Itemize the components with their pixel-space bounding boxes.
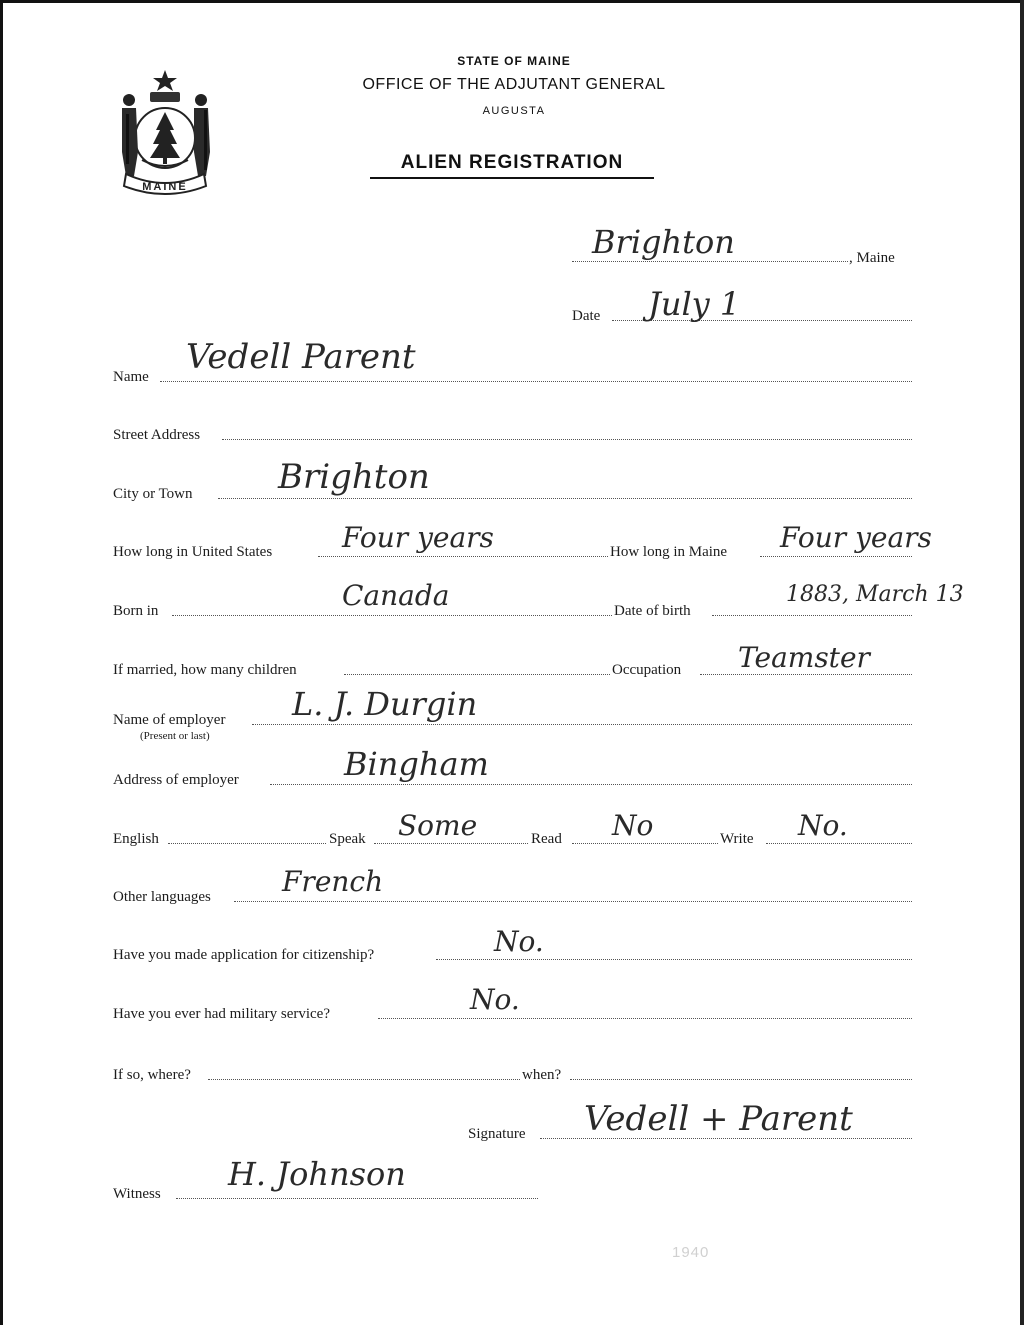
other-lang-line	[234, 901, 912, 902]
received-stamp: 1940	[672, 1244, 710, 1261]
scan-border-top	[0, 0, 1024, 3]
date-entry: July 1	[648, 285, 741, 323]
when-line	[570, 1079, 912, 1080]
citizenship-line	[436, 959, 912, 960]
speak-line	[374, 843, 528, 844]
employer-address-label: Address of employer	[113, 772, 239, 788]
header-city: AUGUSTA	[482, 105, 546, 117]
born-line	[172, 615, 612, 616]
dob-label: Date of birth	[614, 603, 691, 619]
header-state: STATE OF MAINE	[457, 54, 571, 68]
occupation-label: Occupation	[612, 662, 682, 678]
read-entry: No	[612, 809, 654, 842]
street-line	[222, 439, 912, 440]
maine-label: , Maine	[849, 250, 895, 266]
citizenship-label: Have you made application for citizenship?	[113, 947, 375, 963]
name-line	[160, 381, 912, 382]
employer-note: (Present or last)	[140, 730, 210, 742]
employer-line	[252, 724, 912, 725]
speak-entry: Some	[398, 809, 478, 842]
seal-text: MAINE	[142, 181, 188, 193]
town-entry: Brighton	[592, 223, 735, 261]
us-time-entry: Four years	[342, 521, 494, 554]
witness-label: Witness	[113, 1186, 161, 1202]
when-label: when?	[522, 1067, 562, 1083]
employer-address-entry: Bingham	[344, 745, 489, 783]
city-label: City or Town	[113, 486, 193, 502]
witness-entry: H. Johnson	[228, 1155, 406, 1193]
scan-border-right	[1020, 0, 1024, 1325]
date-label: Date	[572, 308, 601, 324]
write-label: Write	[720, 831, 754, 847]
employer-entry: L. J. Durgin	[292, 685, 478, 723]
children-line	[344, 674, 610, 675]
employer-address-line	[270, 784, 912, 785]
town-line	[572, 261, 848, 262]
state-seal-icon	[112, 64, 218, 196]
write-entry: No.	[798, 809, 848, 842]
english-label: English	[113, 831, 159, 847]
occupation-line	[700, 674, 912, 675]
other-lang-label: Other languages	[113, 889, 211, 905]
us-time-label: How long in United States	[113, 544, 273, 560]
occupation-entry: Teamster	[738, 641, 870, 674]
name-entry: Vedell Parent	[186, 337, 416, 377]
scan-border-left	[0, 0, 3, 1325]
born-label: Born in	[113, 603, 159, 619]
employer-label: Name of employer	[113, 712, 226, 728]
speak-label: Speak	[329, 831, 366, 847]
witness-line	[176, 1198, 538, 1199]
read-label: Read	[531, 831, 562, 847]
city-entry: Brighton	[278, 457, 430, 497]
maine-time-entry: Four years	[780, 521, 932, 554]
dob-line	[712, 615, 912, 616]
where-label: If so, where?	[113, 1067, 191, 1083]
read-line	[572, 843, 718, 844]
city-line	[218, 498, 912, 499]
military-line	[378, 1018, 912, 1019]
us-time-line	[318, 556, 608, 557]
english-line	[168, 843, 326, 844]
born-entry: Canada	[342, 579, 450, 612]
military-label: Have you ever had military service?	[113, 1006, 330, 1022]
name-label: Name	[113, 369, 149, 385]
street-label: Street Address	[113, 427, 201, 443]
form-title: ALIEN REGISTRATION	[370, 152, 654, 179]
military-entry: No.	[470, 983, 520, 1016]
dob-entry: 1883, March 13	[786, 582, 964, 607]
signature-label: Signature	[468, 1126, 526, 1142]
citizenship-entry: No.	[494, 925, 544, 958]
children-label: If married, how many children	[113, 662, 297, 678]
maine-time-line	[760, 556, 912, 557]
other-lang-entry: French	[282, 865, 384, 898]
signature-entry: Vedell + Parent	[584, 1099, 853, 1139]
where-line	[208, 1079, 520, 1080]
header-office: OFFICE OF THE ADJUTANT GENERAL	[362, 76, 666, 93]
maine-time-label: How long in Maine	[610, 544, 728, 560]
write-line	[766, 843, 912, 844]
